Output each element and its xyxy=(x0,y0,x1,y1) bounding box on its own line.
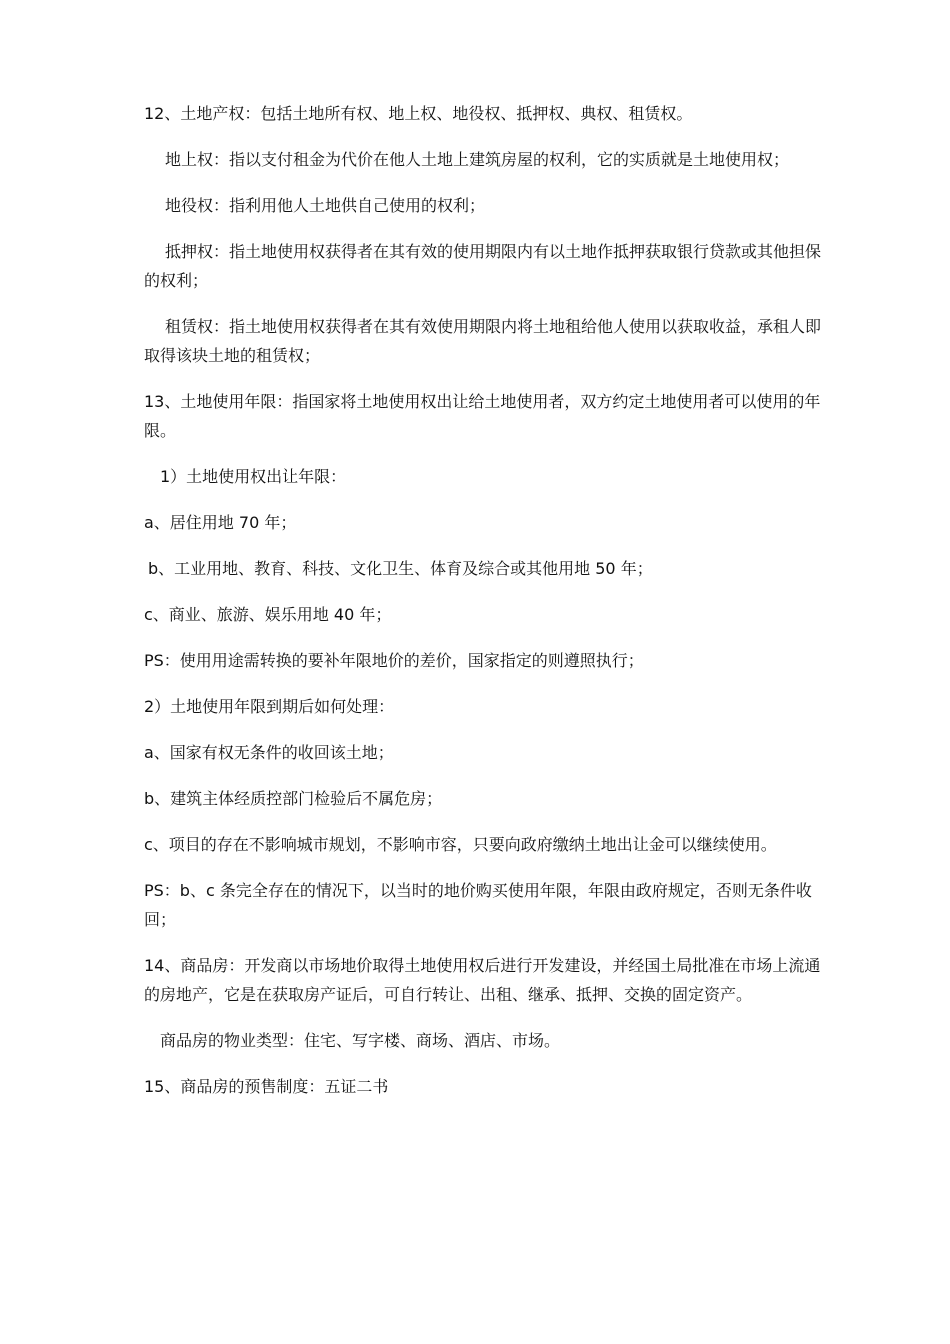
paragraph-mortgage-right: 抵押权：指土地使用权获得者在其有效的使用期限内有以土地作抵押获取银行贷款或其他担保的权利； xyxy=(144,242,822,290)
list-item-city-planning: c、项目的存在不影响城市规划，不影响市容，只要向政府缴纳土地出让金可以继续使用。 xyxy=(144,835,777,854)
list-item-commercial: c、商业、旅游、娱乐用地 40 年； xyxy=(144,605,392,624)
paragraph-land-use-term: 13、土地使用年限：指国家将土地使用权出让给土地使用者，双方约定土地使用者可以使用的年限。 xyxy=(144,392,821,440)
paragraph-easement-right: 地役权：指利用他人土地供自己使用的权利； xyxy=(165,196,486,215)
paragraph-expiry-heading: 2）土地使用年限到期后如何处理： xyxy=(144,697,395,716)
paragraph-ps-purchase: PS：b、c 条完全存在的情况下，以当时的地价购买使用年限，年限由政府规定，否则无条件收回； xyxy=(144,881,812,929)
document-page xyxy=(144,99,824,1118)
paragraph-surface-right: 地上权：指以支付租金为代价在他人土地上建筑房屋的权利，它的实质就是土地使用权； xyxy=(165,150,790,169)
paragraph-transfer-term-heading: 1）土地使用权出让年限： xyxy=(160,467,347,486)
list-item-industrial: b、工业用地、教育、科技、文化卫生、体育及综合或其他用地 50 年； xyxy=(148,559,653,578)
list-item-inspection: b、建筑主体经质控部门检验后不属危房； xyxy=(144,789,443,808)
paragraph-lease-right: 租赁权：指土地使用权获得者在其有效使用期限内将土地租给他人使用以获取收益，承租人即取得该块土地的租赁权； xyxy=(144,317,822,365)
paragraph-ps-conversion: PS：使用用途需转换的要补年限地价的差价，国家指定的则遵照执行； xyxy=(144,651,644,670)
list-item-reclaim: a、国家有权无条件的收回该土地； xyxy=(144,743,394,762)
paragraph-land-property-rights: 12、土地产权：包括土地所有权、地上权、地役权、抵押权、典权、租赁权。 xyxy=(144,104,693,123)
paragraph-property-types: 商品房的物业类型：住宅、写字楼、商场、酒店、市场。 xyxy=(160,1031,561,1050)
paragraph-commercial-housing: 14、商品房：开发商以市场地价取得土地使用权后进行开发建设，并经国土局批准在市场上流通的房地产，它是在获取房产证后，可自行转让、出租、继承、抵押、交换的固定资产。 xyxy=(144,956,821,1004)
paragraph-presale-system: 15、商品房的预售制度：五证二书 xyxy=(144,1077,389,1096)
list-item-residential: a、居住用地 70 年； xyxy=(144,513,297,532)
